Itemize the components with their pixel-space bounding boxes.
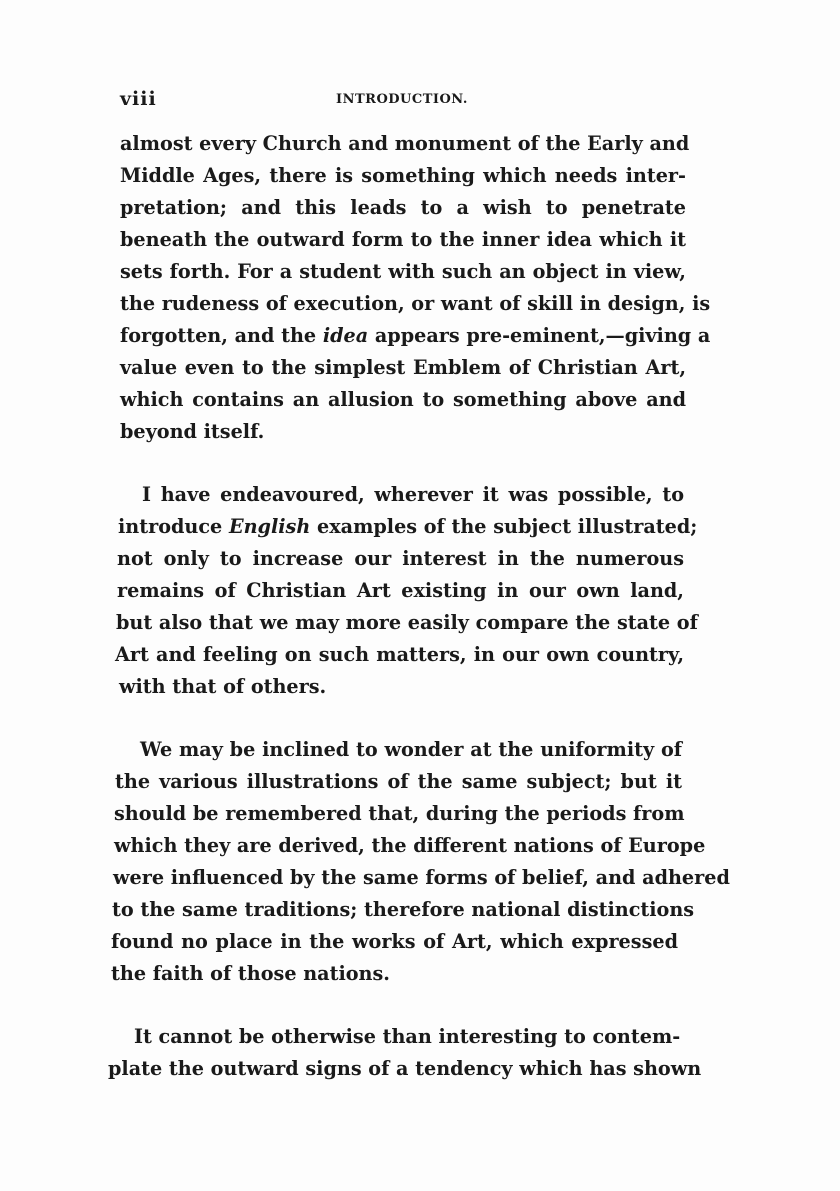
text-line: plate the outward signs of a tendency which has shown — [108, 1057, 702, 1080]
text-line: beyond itself. — [120, 420, 265, 443]
text-line: which contains an allusion to something above and — [120, 388, 686, 411]
page-header — [120, 88, 680, 112]
text-line: Middle Ages, there is something which needs inter- — [120, 164, 686, 187]
text-line: beneath the outward form to the inner idea which it — [120, 228, 686, 251]
page-number: viii — [120, 88, 157, 110]
text-line: with that of others. — [119, 675, 327, 698]
italic-word: English — [228, 515, 311, 538]
text-line: the faith of those nations. — [111, 962, 390, 985]
text-line: We may be inclined to wonder at the uniformity of — [140, 738, 682, 761]
text-line: I have endeavoured, wherever it was possible, to — [142, 483, 684, 506]
text-line: Art and feeling on such matters, in our own country, — [115, 643, 684, 666]
text-line: value even to the simplest Emblem of Christian Art, — [120, 356, 686, 379]
text-line: were influenced by the same forms of belief, and adhered — [113, 866, 730, 889]
text-line: almost every Church and monument of the Early and — [120, 132, 690, 155]
italic-word: idea — [322, 324, 369, 347]
text-line: pretation; and this leads to a wish to penetrate — [120, 196, 686, 219]
text-line — [118, 512, 698, 542]
text-segment: examples of the subject illustrated; — [316, 515, 698, 538]
text-line: should be remembered that, during the periods from — [114, 802, 685, 825]
text-line: sets forth. For a student with such an object in view, — [120, 260, 686, 283]
text-line: to the same traditions; therefore national distinctions — [112, 898, 695, 921]
text-segment: introduce — [118, 515, 223, 538]
text-line: but also that we may more easily compare the state of — [116, 611, 698, 634]
text-segment: forgotten, and the — [120, 324, 317, 347]
text-line: the various illustrations of the same subject; but it — [115, 770, 682, 793]
text-segment: appears pre-eminent,—giving a — [374, 324, 711, 347]
text-line — [120, 321, 711, 351]
text-line: found no place in the works of Art, which expressed — [111, 930, 678, 953]
text-line: the rudeness of execution, or want of skill in design, is — [120, 292, 711, 315]
text-line: remains of Christian Art existing in our own land, — [117, 579, 684, 602]
running-title: INTRODUCTION. — [336, 92, 468, 107]
text-line: It cannot be otherwise than interesting to contem- — [134, 1025, 681, 1048]
text-line: which they are derived, the different nations of Europe — [114, 834, 706, 857]
text-line: not only to increase our interest in the numerous — [117, 547, 684, 570]
